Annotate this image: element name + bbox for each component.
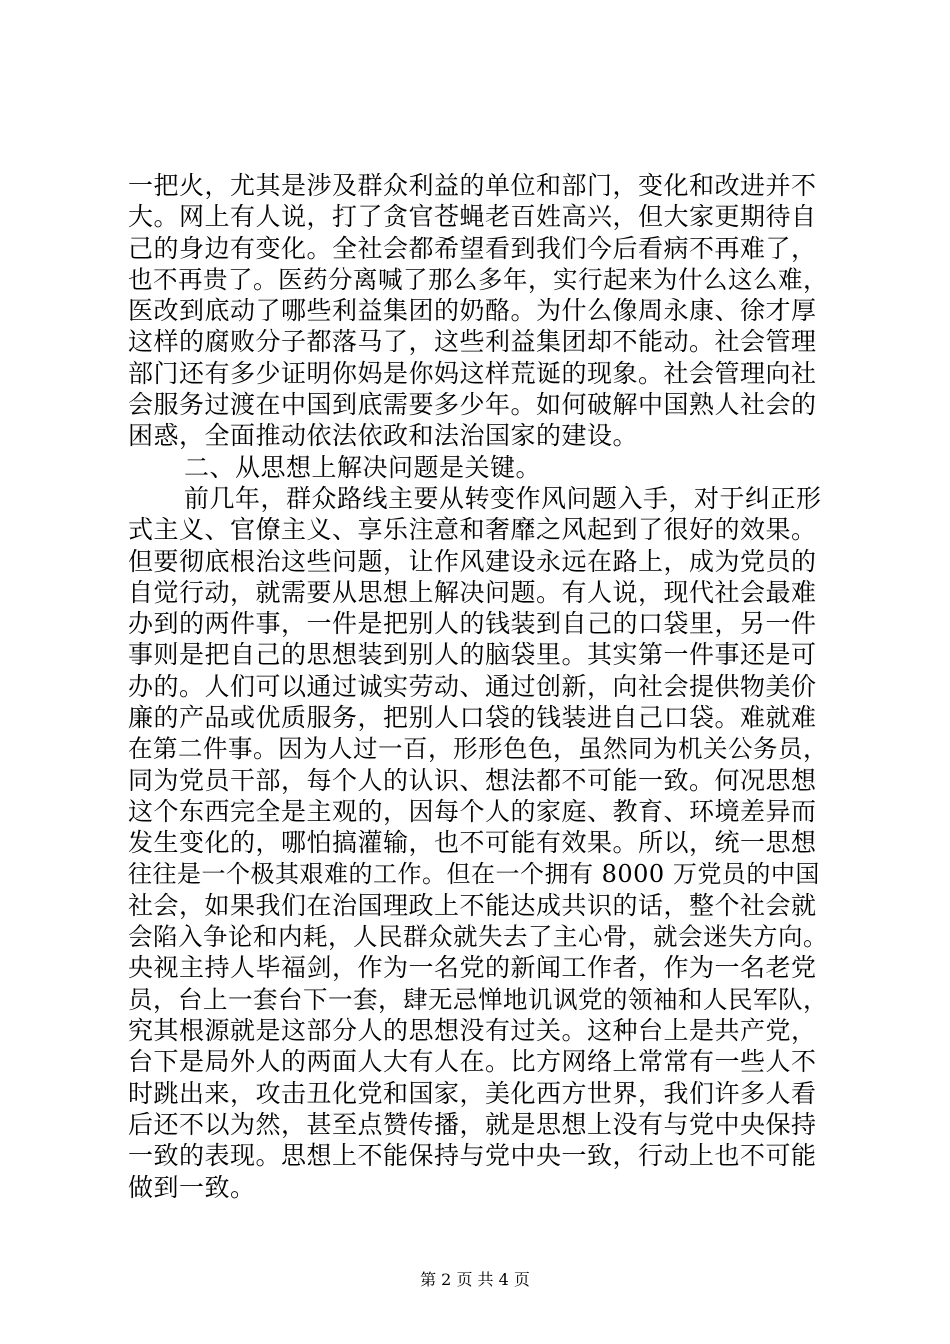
text-line: 发生变化的，哪怕搞灌输，也不可能有效果。所以，统一思想 xyxy=(128,828,817,858)
text-line: 廉的产品或优质服务，把别人口袋的钱装进自己口袋。难就难 xyxy=(128,703,817,733)
text-line: 部门还有多少证明你妈是你妈这样荒诞的现象。社会管理向社 xyxy=(128,358,817,388)
text-line: 一把火，尤其是涉及群众利益的单位和部门，变化和改进并不 xyxy=(128,171,817,200)
text-line: 这样的腐败分子都落马了，这些利益集团却不能动。社会管理 xyxy=(128,327,817,357)
text-line: 大。网上有人说，打了贪官苍蝇老百姓高兴，但大家更期待自 xyxy=(128,202,817,232)
text-line: 央视主持人毕福剑，作为一名党的新闻工作者，作为一名老党 xyxy=(128,953,817,983)
text-line: 事则是把自己的思想装到别人的脑袋里。其实第一件事还是可 xyxy=(128,640,817,670)
text-line: 往往是一个极其艰难的工作。但在一个拥有 8000 万党员的中国 xyxy=(128,859,820,888)
text-line: 但要彻底根治这些问题，让作风建设永远在路上，成为党员的 xyxy=(128,546,817,576)
text-line: 同为党员干部，每个人的认识、想法都不可能一致。何况思想 xyxy=(128,765,817,795)
text-line: 这个东西完全是主观的，因每个人的家庭、教育、环境差异而 xyxy=(128,796,817,826)
text-line: 二、从思想上解决问题是关键。 xyxy=(184,452,542,482)
document-body xyxy=(128,170,828,1203)
text-line: 时跳出来，攻击丑化党和国家，美化西方世界，我们许多人看 xyxy=(128,1078,817,1108)
text-line: 做到一致。 xyxy=(128,1172,256,1202)
text-line: 会陷入争论和内耗，人民群众就失去了主心骨，就会迷失方向。 xyxy=(128,922,828,952)
text-line: 前几年，群众路线主要从转变作风问题入手，对于纠正形 xyxy=(184,483,822,513)
text-line: 后还不以为然，甚至点赞传播，就是思想上没有与党中央保持 xyxy=(128,1109,817,1139)
text-line: 医改到底动了哪些利益集团的奶酪。为什么像周永康、徐才厚 xyxy=(128,296,817,326)
text-line: 己的身边有变化。全社会都希望看到我们今后看病不再难了， xyxy=(128,233,817,263)
text-line: 台下是局外人的两面人大有人在。比方网络上常常有一些人不 xyxy=(128,1047,817,1077)
text-line: 在第二件事。因为人过一百，形形色色，虽然同为机关公务员， xyxy=(128,734,828,764)
text-line: 员，台上一套台下一套，肆无忌惮地讥讽党的领袖和人民军队， xyxy=(128,984,828,1014)
text-line: 办到的两件事，一件是把别人的钱装到自己的口袋里，另一件 xyxy=(128,609,817,639)
text-line: 也不再贵了。医药分离喊了那么多年，实行起来为什么这么难， xyxy=(128,264,828,294)
text-line: 式主义、官僚主义、享乐注意和奢靡之风起到了很好的效果。 xyxy=(128,515,817,545)
text-line: 困惑，全面推动依法依政和法治国家的建设。 xyxy=(128,421,639,451)
text-line: 究其根源就是这部分人的思想没有过关。这种台上是共产党， xyxy=(128,1016,817,1046)
text-line: 一致的表现。思想上不能保持与党中央一致，行动上也不可能 xyxy=(128,1141,817,1171)
page-footer: 第 2 页 共 4 页 xyxy=(420,1270,530,1289)
text-line: 自觉行动，就需要从思想上解决问题。有人说，现代社会最难 xyxy=(128,577,817,607)
text-line: 办的。人们可以通过诚实劳动、通过创新，向社会提供物美价 xyxy=(128,671,817,701)
text-line: 会服务过渡在中国到底需要多少年。如何破解中国熟人社会的 xyxy=(128,390,817,420)
text-line: 社会，如果我们在治国理政上不能达成共识的话，整个社会就 xyxy=(128,890,817,920)
